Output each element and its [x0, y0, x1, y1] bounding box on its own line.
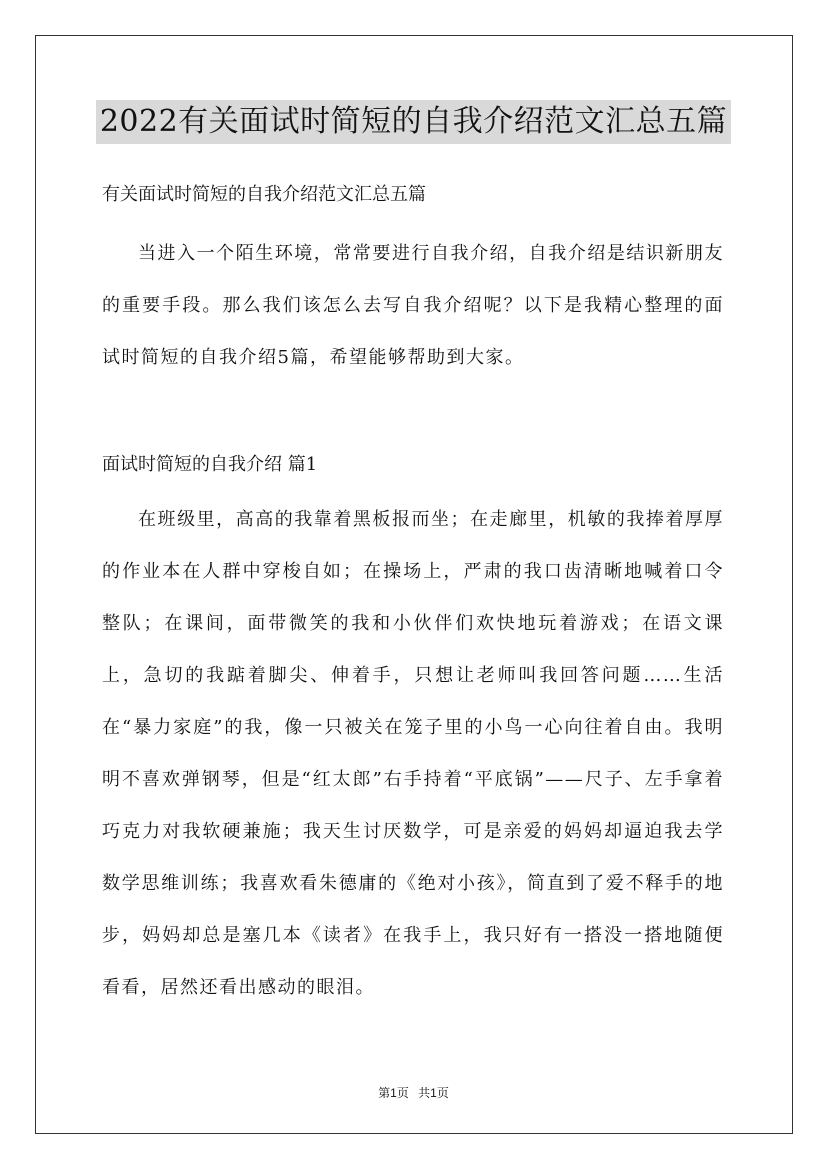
document-subtitle: 有关面试时简短的自我介绍范文汇总五篇: [102, 184, 426, 205]
section-heading: 面试时简短的自我介绍 篇1: [102, 454, 318, 475]
document-title: [0, 100, 827, 144]
page-footer: [0, 1084, 827, 1101]
document-title-text: 2022有关面试时简短的自我介绍范文汇总五篇: [96, 100, 731, 144]
page-number: 第1页: [378, 1086, 409, 1100]
intro-paragraph: 当进入一个陌生环境，常常要进行自我介绍，自我介绍是结识新朋友的重要手段。那么我们该怎么去写自我介绍呢？以下是我精心整理的面试时简短的自我介绍5篇，希望能够帮助到大家。: [102, 243, 724, 368]
section-paragraph: 在班级里，高高的我靠着黑板报而坐；在走廊里，机敏的我捧着厚厚的作业本在人群中穿梭自如；在操场上，严肃的我口齿清晰地喊着口令整队；在课间，面带微笑的我和小伙伴们欢快地玩着游戏；在语文课上，急切的我踮着脚尖、伸着手，只想让老师叫我回答问题……生活在“暴力家庭”的我，像一只被关在笼子里的小鸟一心向往着自由。我明明不喜欢弹钢琴，但是“红太郎”右手持着“平底锅”——尺子、左手拿着巧克力对我软硬兼施；我天生讨厌数学，可是亲爱的妈妈却逼迫我去学数学思维训练；我喜欢看朱德庸的《绝对小孩》，简直到了爱不释手的地步，妈妈却总是塞几本《读者》在我手上，我只好有一搭没一搭地随便看看，居然还看出感动的眼泪。: [102, 509, 724, 998]
page-total: 共1页: [418, 1086, 449, 1100]
